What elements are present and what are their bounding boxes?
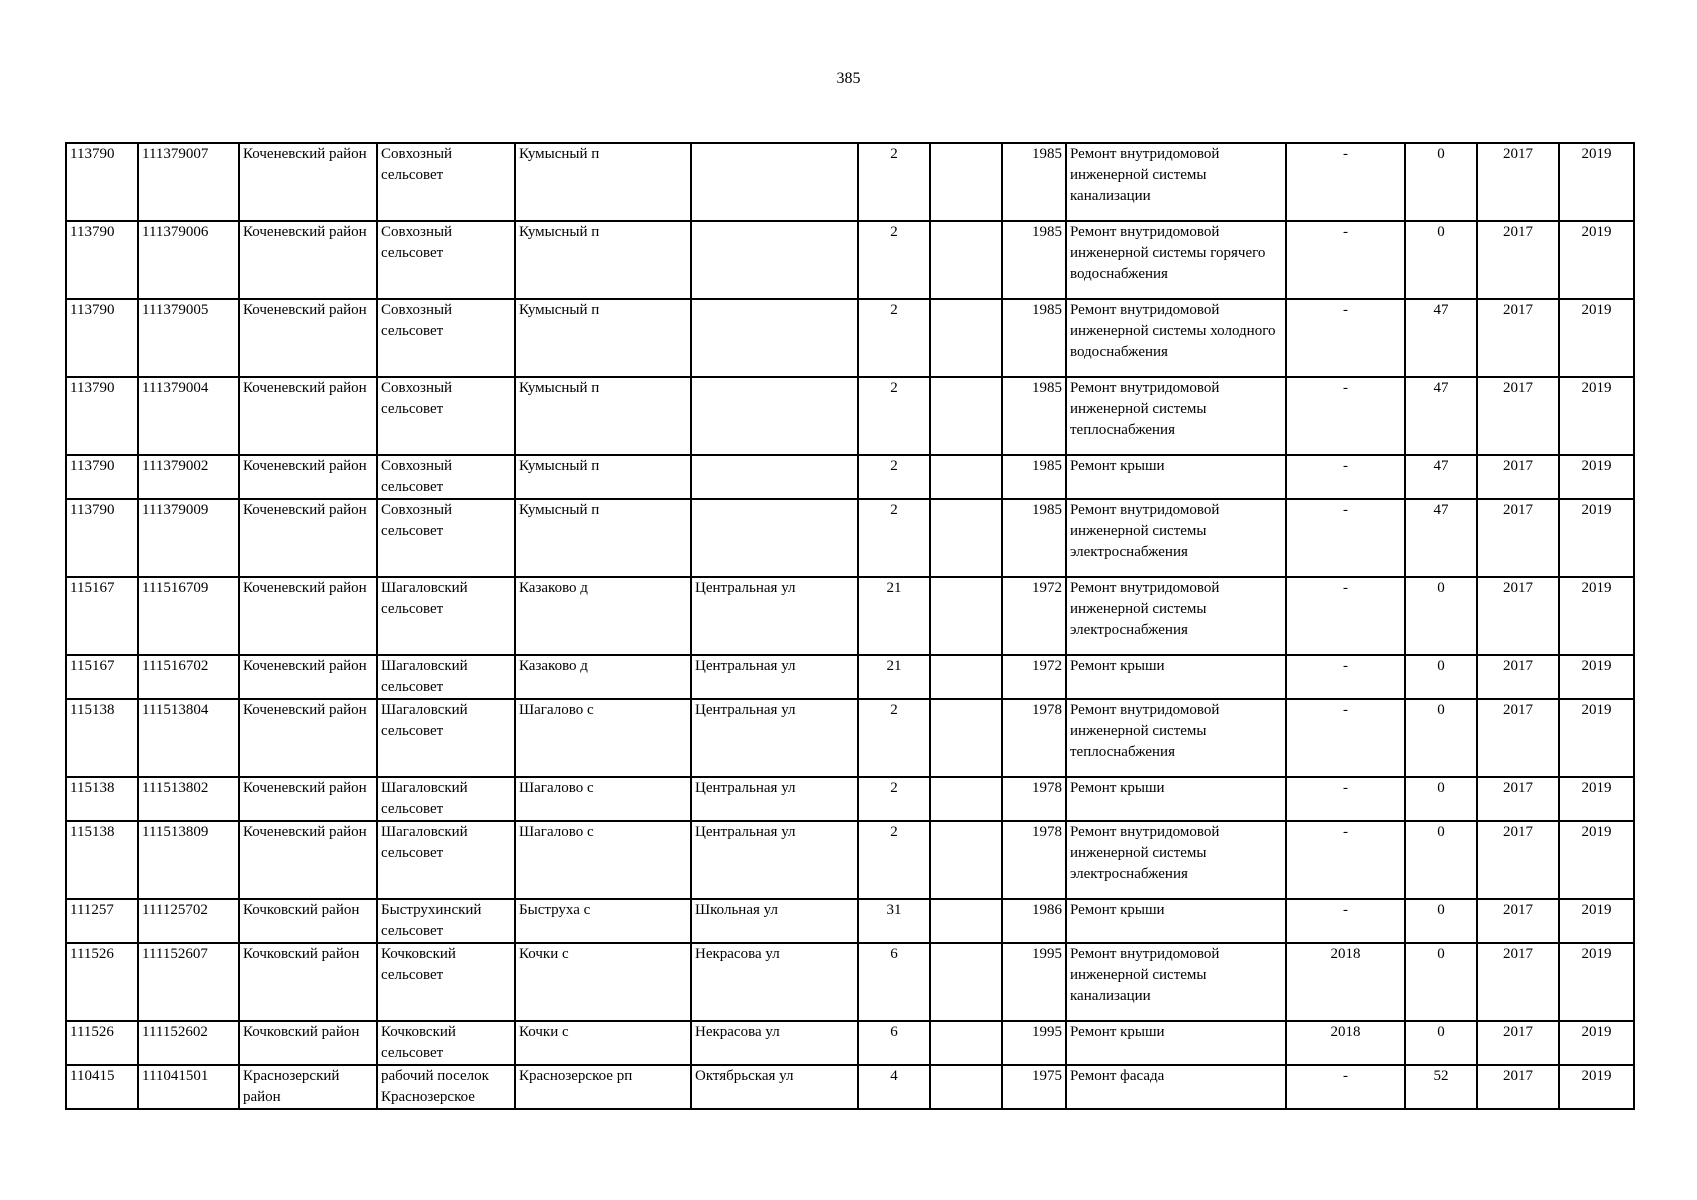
element-id-cell: 111513802: [138, 777, 239, 821]
district-cell: Коченевский район: [239, 499, 377, 577]
street-cell: [691, 221, 858, 299]
building-letter-cell: [930, 821, 1002, 899]
wear-percent-cell: 0: [1405, 699, 1477, 777]
building-letter-cell: [930, 777, 1002, 821]
settlement-council-cell: Шагаловский сельсовет: [377, 655, 515, 699]
repair-type-cell: Ремонт фасада: [1066, 1065, 1286, 1109]
repair-year-cell: -: [1286, 299, 1405, 377]
street-cell: [691, 299, 858, 377]
street-cell: Некрасова ул: [691, 943, 858, 1021]
object-id-cell: 113790: [66, 299, 138, 377]
house-number-cell: 2: [858, 377, 930, 455]
repair-year-cell: 2018: [1286, 943, 1405, 1021]
locality-cell: Краснозерское рп: [515, 1065, 691, 1109]
object-id-cell: 113790: [66, 143, 138, 221]
street-cell: Центральная ул: [691, 577, 858, 655]
street-cell: [691, 455, 858, 499]
period-end-cell: 2019: [1559, 455, 1634, 499]
object-id-cell: 111526: [66, 1021, 138, 1065]
wear-percent-cell: 47: [1405, 499, 1477, 577]
element-id-cell: 111379006: [138, 221, 239, 299]
district-cell: Коченевский район: [239, 577, 377, 655]
house-number-cell: 21: [858, 577, 930, 655]
district-cell: Коченевский район: [239, 455, 377, 499]
repair-year-cell: -: [1286, 655, 1405, 699]
object-id-cell: 113790: [66, 377, 138, 455]
object-id-cell: 115167: [66, 577, 138, 655]
repair-year-cell: -: [1286, 577, 1405, 655]
period-start-cell: 2017: [1477, 655, 1559, 699]
build-year-cell: 1985: [1002, 499, 1066, 577]
element-id-cell: 111152607: [138, 943, 239, 1021]
table-row: [66, 821, 1634, 899]
repair-type-cell: Ремонт внутридомовой инженерной системы канализации: [1066, 943, 1286, 1021]
district-cell: Коченевский район: [239, 655, 377, 699]
house-number-cell: 2: [858, 821, 930, 899]
repair-type-cell: Ремонт внутридомовой инженерной системы электроснабжения: [1066, 499, 1286, 577]
period-end-cell: 2019: [1559, 899, 1634, 943]
repair-year-cell: -: [1286, 699, 1405, 777]
table-row: [66, 377, 1634, 455]
building-letter-cell: [930, 1021, 1002, 1065]
district-cell: Коченевский район: [239, 221, 377, 299]
house-number-cell: 2: [858, 777, 930, 821]
period-start-cell: 2017: [1477, 699, 1559, 777]
wear-percent-cell: 0: [1405, 143, 1477, 221]
wear-percent-cell: 0: [1405, 821, 1477, 899]
table-row: [66, 577, 1634, 655]
repair-year-cell: 2018: [1286, 1021, 1405, 1065]
repair-type-cell: Ремонт внутридомовой инженерной системы канализации: [1066, 143, 1286, 221]
building-letter-cell: [930, 221, 1002, 299]
repair-register-table: [65, 142, 1635, 1110]
period-start-cell: 2017: [1477, 1065, 1559, 1109]
wear-percent-cell: 47: [1405, 455, 1477, 499]
period-end-cell: 2019: [1559, 377, 1634, 455]
street-cell: Центральная ул: [691, 699, 858, 777]
building-letter-cell: [930, 699, 1002, 777]
settlement-council-cell: Совхозный сельсовет: [377, 455, 515, 499]
wear-percent-cell: 0: [1405, 655, 1477, 699]
settlement-council-cell: Совхозный сельсовет: [377, 377, 515, 455]
locality-cell: Быструха с: [515, 899, 691, 943]
repair-year-cell: -: [1286, 377, 1405, 455]
settlement-council-cell: Быструхинский сельсовет: [377, 899, 515, 943]
element-id-cell: 111516702: [138, 655, 239, 699]
locality-cell: Шагалово с: [515, 777, 691, 821]
period-start-cell: 2017: [1477, 143, 1559, 221]
settlement-council-cell: Шагаловский сельсовет: [377, 821, 515, 899]
period-end-cell: 2019: [1559, 777, 1634, 821]
repair-type-cell: Ремонт внутридомовой инженерной системы теплоснабжения: [1066, 377, 1286, 455]
table-body: [66, 143, 1634, 1109]
period-start-cell: 2017: [1477, 899, 1559, 943]
street-cell: [691, 143, 858, 221]
element-id-cell: 111379004: [138, 377, 239, 455]
house-number-cell: 6: [858, 943, 930, 1021]
house-number-cell: 2: [858, 143, 930, 221]
table-row: [66, 943, 1634, 1021]
period-start-cell: 2017: [1477, 499, 1559, 577]
building-letter-cell: [930, 299, 1002, 377]
street-cell: [691, 377, 858, 455]
building-letter-cell: [930, 1065, 1002, 1109]
settlement-council-cell: Шагаловский сельсовет: [377, 699, 515, 777]
object-id-cell: 115138: [66, 699, 138, 777]
period-start-cell: 2017: [1477, 377, 1559, 455]
build-year-cell: 1972: [1002, 577, 1066, 655]
period-end-cell: 2019: [1559, 1065, 1634, 1109]
house-number-cell: 2: [858, 499, 930, 577]
street-cell: Октябрьская ул: [691, 1065, 858, 1109]
locality-cell: Кумысный п: [515, 299, 691, 377]
locality-cell: Кочки с: [515, 1021, 691, 1065]
repair-type-cell: Ремонт внутридомовой инженерной системы электроснабжения: [1066, 577, 1286, 655]
settlement-council-cell: Кочковский сельсовет: [377, 943, 515, 1021]
table-row: [66, 455, 1634, 499]
district-cell: Коченевский район: [239, 699, 377, 777]
wear-percent-cell: 0: [1405, 943, 1477, 1021]
locality-cell: Кумысный п: [515, 455, 691, 499]
object-id-cell: 115138: [66, 821, 138, 899]
period-start-cell: 2017: [1477, 943, 1559, 1021]
settlement-council-cell: рабочий поселок Краснозерское: [377, 1065, 515, 1109]
period-end-cell: 2019: [1559, 299, 1634, 377]
building-letter-cell: [930, 455, 1002, 499]
building-letter-cell: [930, 943, 1002, 1021]
build-year-cell: 1978: [1002, 699, 1066, 777]
street-cell: Школьная ул: [691, 899, 858, 943]
element-id-cell: 111516709: [138, 577, 239, 655]
repair-year-cell: -: [1286, 777, 1405, 821]
table-row: [66, 499, 1634, 577]
repair-type-cell: Ремонт крыши: [1066, 655, 1286, 699]
period-end-cell: 2019: [1559, 1021, 1634, 1065]
build-year-cell: 1972: [1002, 655, 1066, 699]
settlement-council-cell: Шагаловский сельсовет: [377, 577, 515, 655]
object-id-cell: 113790: [66, 455, 138, 499]
element-id-cell: 111379007: [138, 143, 239, 221]
table-row: [66, 655, 1634, 699]
element-id-cell: 111152602: [138, 1021, 239, 1065]
element-id-cell: 111513804: [138, 699, 239, 777]
repair-year-cell: -: [1286, 1065, 1405, 1109]
repair-type-cell: Ремонт внутридомовой инженерной системы электроснабжения: [1066, 821, 1286, 899]
street-cell: Некрасова ул: [691, 1021, 858, 1065]
build-year-cell: 1995: [1002, 1021, 1066, 1065]
period-end-cell: 2019: [1559, 577, 1634, 655]
element-id-cell: 111125702: [138, 899, 239, 943]
period-end-cell: 2019: [1559, 821, 1634, 899]
house-number-cell: 2: [858, 699, 930, 777]
district-cell: Коченевский район: [239, 821, 377, 899]
locality-cell: Кумысный п: [515, 499, 691, 577]
house-number-cell: 31: [858, 899, 930, 943]
street-cell: Центральная ул: [691, 821, 858, 899]
period-start-cell: 2017: [1477, 777, 1559, 821]
table-row: [66, 777, 1634, 821]
locality-cell: Казаково д: [515, 577, 691, 655]
period-start-cell: 2017: [1477, 821, 1559, 899]
element-id-cell: 111379005: [138, 299, 239, 377]
repair-type-cell: Ремонт крыши: [1066, 899, 1286, 943]
repair-year-cell: -: [1286, 143, 1405, 221]
build-year-cell: 1995: [1002, 943, 1066, 1021]
build-year-cell: 1985: [1002, 143, 1066, 221]
wear-percent-cell: 0: [1405, 221, 1477, 299]
element-id-cell: 111379002: [138, 455, 239, 499]
table-row: [66, 143, 1634, 221]
wear-percent-cell: 52: [1405, 1065, 1477, 1109]
repair-year-cell: -: [1286, 899, 1405, 943]
house-number-cell: 6: [858, 1021, 930, 1065]
element-id-cell: 111513809: [138, 821, 239, 899]
period-end-cell: 2019: [1559, 499, 1634, 577]
page-number: 385: [836, 70, 861, 87]
repair-type-cell: Ремонт внутридомовой инженерной системы теплоснабжения: [1066, 699, 1286, 777]
wear-percent-cell: 0: [1405, 577, 1477, 655]
district-cell: Кочковский район: [239, 899, 377, 943]
element-id-cell: 111379009: [138, 499, 239, 577]
build-year-cell: 1986: [1002, 899, 1066, 943]
settlement-council-cell: Совхозный сельсовет: [377, 499, 515, 577]
period-end-cell: 2019: [1559, 943, 1634, 1021]
building-letter-cell: [930, 899, 1002, 943]
locality-cell: Шагалово с: [515, 821, 691, 899]
settlement-council-cell: Совхозный сельсовет: [377, 143, 515, 221]
repair-year-cell: -: [1286, 821, 1405, 899]
building-letter-cell: [930, 143, 1002, 221]
building-letter-cell: [930, 655, 1002, 699]
street-cell: Центральная ул: [691, 655, 858, 699]
object-id-cell: 113790: [66, 221, 138, 299]
wear-percent-cell: 0: [1405, 777, 1477, 821]
period-start-cell: 2017: [1477, 577, 1559, 655]
district-cell: Кочковский район: [239, 943, 377, 1021]
repair-year-cell: -: [1286, 455, 1405, 499]
table-row: [66, 699, 1634, 777]
object-id-cell: 115167: [66, 655, 138, 699]
building-letter-cell: [930, 377, 1002, 455]
table-row: [66, 1021, 1634, 1065]
period-start-cell: 2017: [1477, 455, 1559, 499]
table-row: [66, 1065, 1634, 1109]
repair-type-cell: Ремонт крыши: [1066, 1021, 1286, 1065]
locality-cell: Кочки с: [515, 943, 691, 1021]
district-cell: Кочковский район: [239, 1021, 377, 1065]
street-cell: Центральная ул: [691, 777, 858, 821]
build-year-cell: 1985: [1002, 221, 1066, 299]
house-number-cell: 4: [858, 1065, 930, 1109]
locality-cell: Кумысный п: [515, 377, 691, 455]
district-cell: Коченевский район: [239, 143, 377, 221]
object-id-cell: 110415: [66, 1065, 138, 1109]
period-start-cell: 2017: [1477, 1021, 1559, 1065]
object-id-cell: 113790: [66, 499, 138, 577]
repair-year-cell: -: [1286, 499, 1405, 577]
table-row: [66, 899, 1634, 943]
wear-percent-cell: 47: [1405, 299, 1477, 377]
wear-percent-cell: 0: [1405, 1021, 1477, 1065]
table-row: [66, 299, 1634, 377]
locality-cell: Кумысный п: [515, 143, 691, 221]
period-end-cell: 2019: [1559, 699, 1634, 777]
object-id-cell: 111526: [66, 943, 138, 1021]
building-letter-cell: [930, 577, 1002, 655]
build-year-cell: 1985: [1002, 377, 1066, 455]
repair-type-cell: Ремонт крыши: [1066, 455, 1286, 499]
house-number-cell: 2: [858, 221, 930, 299]
element-id-cell: 111041501: [138, 1065, 239, 1109]
table-row: [66, 221, 1634, 299]
repair-type-cell: Ремонт внутридомовой инженерной системы горячего водоснабжения: [1066, 221, 1286, 299]
locality-cell: Казаково д: [515, 655, 691, 699]
district-cell: Краснозерский район: [239, 1065, 377, 1109]
settlement-council-cell: Совхозный сельсовет: [377, 299, 515, 377]
build-year-cell: 1975: [1002, 1065, 1066, 1109]
house-number-cell: 2: [858, 299, 930, 377]
settlement-council-cell: Шагаловский сельсовет: [377, 777, 515, 821]
locality-cell: Кумысный п: [515, 221, 691, 299]
period-end-cell: 2019: [1559, 655, 1634, 699]
build-year-cell: 1978: [1002, 777, 1066, 821]
wear-percent-cell: 47: [1405, 377, 1477, 455]
object-id-cell: 111257: [66, 899, 138, 943]
repair-type-cell: Ремонт внутридомовой инженерной системы холодного водоснабжения: [1066, 299, 1286, 377]
district-cell: Коченевский район: [239, 377, 377, 455]
period-end-cell: 2019: [1559, 143, 1634, 221]
build-year-cell: 1985: [1002, 455, 1066, 499]
build-year-cell: 1978: [1002, 821, 1066, 899]
district-cell: Коченевский район: [239, 299, 377, 377]
build-year-cell: 1985: [1002, 299, 1066, 377]
repair-type-cell: Ремонт крыши: [1066, 777, 1286, 821]
house-number-cell: 2: [858, 455, 930, 499]
period-start-cell: 2017: [1477, 221, 1559, 299]
street-cell: [691, 499, 858, 577]
house-number-cell: 21: [858, 655, 930, 699]
repair-year-cell: -: [1286, 221, 1405, 299]
settlement-council-cell: Кочковский сельсовет: [377, 1021, 515, 1065]
object-id-cell: 115138: [66, 777, 138, 821]
locality-cell: Шагалово с: [515, 699, 691, 777]
building-letter-cell: [930, 499, 1002, 577]
settlement-council-cell: Совхозный сельсовет: [377, 221, 515, 299]
district-cell: Коченевский район: [239, 777, 377, 821]
wear-percent-cell: 0: [1405, 899, 1477, 943]
period-start-cell: 2017: [1477, 299, 1559, 377]
period-end-cell: 2019: [1559, 221, 1634, 299]
